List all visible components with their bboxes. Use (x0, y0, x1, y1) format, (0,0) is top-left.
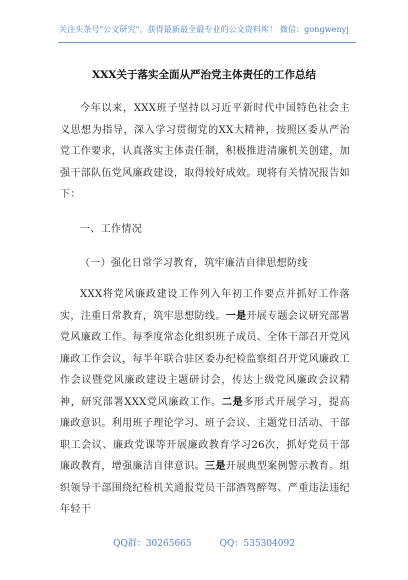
intro-paragraph: 今年以来，XXX班子坚持以习近平新时代中国特色社会主义思想为指导，深入学习贯彻党的XX大精神，按照区委从严治党工作要求，认真落实主体责任制，积极推进清廉机关创建，加强干部队伍党风廉政建设，取得较好成效。现将有关情况报告如下： (60, 103, 350, 200)
point-1-text: 开展专题会议研究部署党风廉政工作。每季度常态化组织班子成员、全体干部召开党风廉政工作会议，每半年联合驻区委办纪检监察组召开党风廉政工作会议暨党风廉政建设主题研讨会，传达上级党风廉政会议精神，研究部署XXX党风廉政工作。 (60, 310, 350, 408)
body-paragraph (60, 284, 350, 521)
header-divider (58, 42, 356, 43)
footer-qq-group: QQ群：30265665 (113, 539, 192, 549)
point-2-lead: 二是 (221, 396, 244, 408)
document-title: XXX关于落实全面从严治党主体责任的工作总结 (92, 69, 316, 81)
footer-qq: QQ：535304092 (219, 539, 295, 549)
point-3-text: 开展典型案例警示教育。组织领导干部围绕纪检机关通报党员干部酒驾醉驾、严重违法违纪年轻干 (60, 461, 350, 515)
point-2-text: 多形式开展学习，提高廉政意识。利用班子理论学习、班子会议、主题党日活动、干部职工会议、廉政党课等开展廉政教育学习26次，抓好党员干部廉政教育，增强廉洁自律意识。 (60, 396, 350, 472)
point-1-lead: 一是 (225, 310, 247, 322)
section-heading: 一、工作情况 (80, 224, 143, 235)
header-banner: 关注头条号"公文研究"，获得最新最全最专业的公文资料库！ 微信：gongwenyj (59, 25, 349, 34)
body-sentence-1: XXX将党风廉政建设工作列入年初工作要点并抓好工作落实，注重日常教育，筑牢思想防线。 (60, 289, 350, 322)
subsection-heading: （一）强化日常学习教育，筑牢廉洁自律思想防线 (80, 258, 308, 269)
point-3-lead: 三是 (205, 461, 226, 472)
footer-contact (0, 536, 408, 549)
